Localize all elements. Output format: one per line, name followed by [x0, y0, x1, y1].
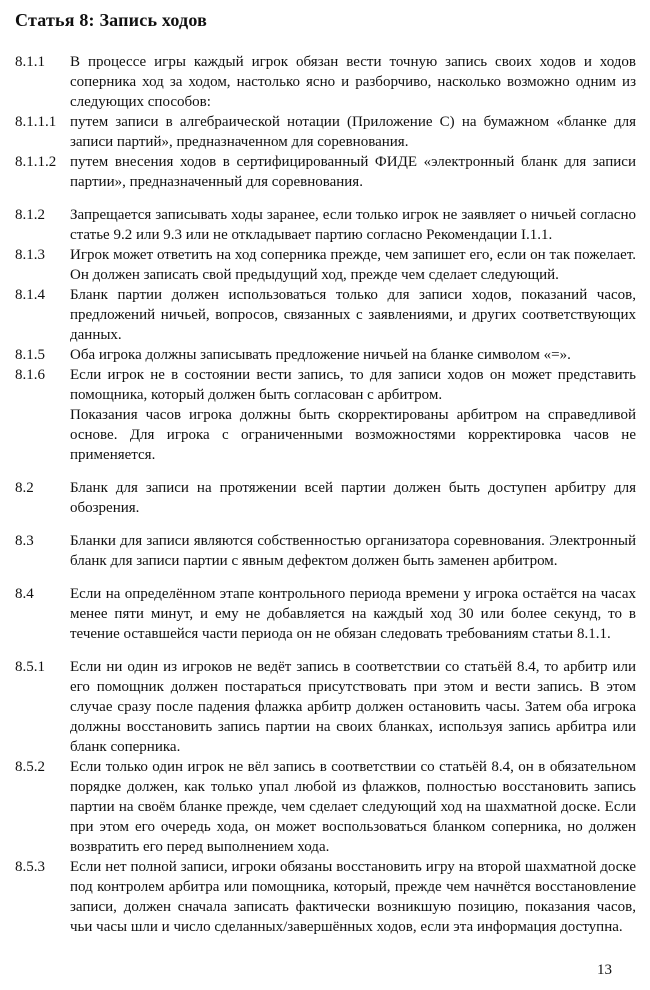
clause-number: 8.3 [15, 533, 34, 549]
clause-row [15, 285, 636, 345]
clause-paragraph: путем записи в алгебраической нотации (Приложение С) на бумажном «бланке для записи партий», предназначенном для соревнования. [70, 114, 636, 150]
clause-number: 8.1.3 [15, 247, 45, 263]
clause-number: 8.2 [15, 480, 34, 496]
clause-list [15, 52, 636, 937]
clause-number: 8.1.2 [15, 207, 45, 223]
clause-text [70, 657, 636, 757]
clause-paragraph: Бланк для записи на протяжении всей партии должен быть доступен арбитру для обозрения. [70, 480, 636, 516]
clause-paragraph: Запрещается записывать ходы заранее, если только игрок не заявляет о ничьей согласно статье 9.2 или 9.3 или не откладывает партию согласно Рекомендации I.1.1. [70, 207, 636, 243]
clause-paragraph: путем внесения ходов в сертифицированный ФИДЕ «электронный бланк для записи партии», предназначенный для соревнования. [70, 154, 636, 190]
clause-row [15, 52, 636, 112]
clause-row [15, 857, 636, 937]
clause-row [15, 245, 636, 285]
clause-text [70, 285, 636, 345]
clause-text [70, 365, 636, 465]
clause-number: 8.1.5 [15, 347, 45, 363]
clause-number: 8.1.1 [15, 54, 45, 70]
clause-number: 8.1.1.2 [15, 154, 57, 170]
clause-text [70, 531, 636, 571]
clause-text [70, 757, 636, 857]
clause-paragraph: Если нет полной записи, игроки обязаны восстановить игру на второй шахматной доске под контролем арбитра или помощника, который, прежде чем начнётся восстановление записи, должен сначала записать фактически возникшую позицию, показания часов, чьи часы шли и число сделанных/завершённых ходов, если эта информация доступна. [70, 859, 636, 935]
clause-text [70, 205, 636, 245]
clause-paragraph: Показания часов игрока должны быть скорректированы арбитром на справедливой основе. Для игрока с ограниченными возможностями корректировка часов не применяется. [70, 407, 636, 463]
clause-number: 8.5.2 [15, 759, 45, 775]
clause-text [70, 345, 636, 365]
clause-text [70, 152, 636, 192]
clause-text [70, 478, 636, 518]
clause-paragraph: Бланк партии должен использоваться только для записи ходов, показаний часов, предложений ничьей, вопросов, связанных с заявлениями, и других соответствующих данных. [70, 287, 636, 343]
clause-paragraph: Бланки для записи являются собственностью организатора соревнования. Электронный бланк для записи партии с явным дефектом должен быть заменен арбитром. [70, 533, 636, 569]
clause-row [15, 152, 636, 192]
clause-row [15, 365, 636, 465]
clause-text [70, 245, 636, 285]
clause-text [70, 52, 636, 112]
clause-number: 8.5.3 [15, 859, 45, 875]
clause-paragraph: Оба игрока должны записывать предложение ничьей на бланке символом «=». [70, 347, 571, 363]
clause-number: 8.1.6 [15, 367, 45, 383]
clause-paragraph: Игрок может ответить на ход соперника прежде, чем запишет его, если он так пожелает. Он должен записать свой предыдущий ход, прежде чем сделает следующий. [70, 247, 636, 283]
clause-row [15, 757, 636, 857]
clause-paragraph: В процессе игры каждый игрок обязан вести точную запись своих ходов и ходов соперника ход за ходом, настолько ясно и разборчиво, насколько возможно одним из следующих способов: [70, 54, 636, 110]
clause-paragraph: Если только один игрок не вёл запись в соответствии со статьёй 8.4, он в обязательном порядке должен, как только упал любой из флажков, полностью восстановить запись партии на своём бланке прежде, чем сделает следующий ход на шахматной доске. Если при этом его очередь хода, он может воспользоваться бланком соперника, но должен возвратить его перед выполнением хода. [70, 759, 636, 855]
clause-text [70, 857, 636, 937]
page-number: 13 [597, 962, 612, 978]
clause-row [15, 205, 636, 245]
clause-row [15, 112, 636, 152]
clause-paragraph: Если ни один из игроков не ведёт запись в соответствии со статьёй 8.4, то арбитр или его помощник должен постараться присутствовать при этом и вести запись. В этом случае сразу после падения флажка арбитр должен остановить часы. Затем оба игрока должны восстановить запись партии на своих бланках, используя запись арбитра или бланк соперника. [70, 659, 636, 755]
clause-text [70, 584, 636, 644]
clause-number: 8.1.1.1 [15, 114, 57, 130]
clause-number: 8.4 [15, 586, 34, 602]
clause-number: 8.1.4 [15, 287, 45, 303]
clause-row [15, 584, 636, 644]
clause-row [15, 345, 636, 365]
clause-paragraph: Если игрок не в состоянии вести запись, то для записи ходов он может представить помощника, который должен быть согласован с арбитром. [70, 367, 636, 403]
clause-row [15, 478, 636, 518]
article-title: Статья 8: Запись ходов [15, 10, 208, 30]
clause-text [70, 112, 636, 152]
clause-number: 8.5.1 [15, 659, 45, 675]
clause-row [15, 657, 636, 757]
clause-row [15, 531, 636, 571]
clause-paragraph: Если на определённом этапе контрольного периода времени у игрока остаётся на часах менее пяти минут, и ему не добавляется на каждый ход 30 или более секунд, то в течение оставшейся части периода он не обязан следовать требованиям статьи 8.1.1. [70, 586, 636, 642]
